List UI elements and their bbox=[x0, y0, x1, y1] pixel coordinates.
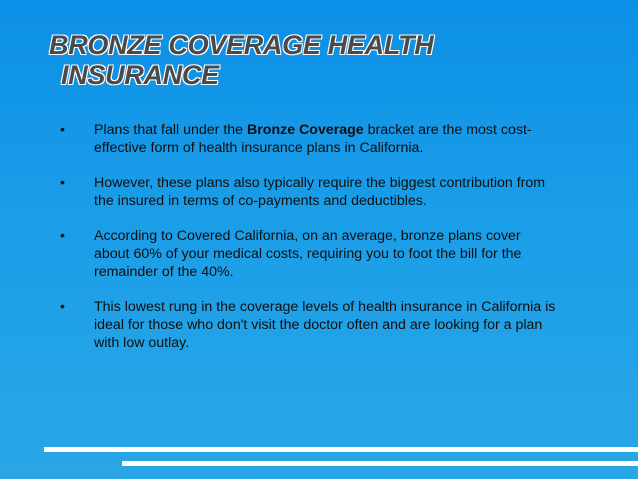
bullet-text: This lowest rung in the coverage levels of health insurance in California is ideal for those who don't visit the doctor often and are looking for a plan with low outlay. bbox=[94, 299, 556, 351]
slide-title bbox=[49, 30, 609, 90]
bullet-item-3 bbox=[60, 227, 560, 281]
title-line-1: BRONZE COVERAGE HEALTH bbox=[49, 30, 434, 60]
bullet-item-4 bbox=[60, 298, 560, 352]
title-line-2: INSURANCE bbox=[61, 60, 219, 90]
bullet-text-bold: Bronze Coverage bbox=[247, 122, 364, 138]
bullet-text-after: bracket are the most cost-effective form of health insurance plans in California. bbox=[94, 122, 532, 156]
bullet-marker: • bbox=[60, 299, 65, 315]
bullet-text: However, these plans also typically require the biggest contribution from the insured in terms of co-payments and deductibles. bbox=[94, 175, 546, 209]
bullet-marker: • bbox=[60, 122, 65, 138]
bullet-text: According to Covered California, on an average, bronze plans cover about 60% of your medical costs, requiring you to foot the bill for the remainder of the 40%. bbox=[94, 228, 522, 280]
bullet-text-before: Plans that fall under the bbox=[94, 122, 248, 138]
bullet-list bbox=[60, 121, 560, 369]
bullet-item-2 bbox=[60, 174, 560, 210]
bullet-marker: • bbox=[60, 228, 65, 244]
bullet-marker: • bbox=[60, 175, 65, 191]
footer-rule-bottom bbox=[122, 461, 638, 466]
bullet-item-1 bbox=[60, 121, 560, 157]
footer-rule-top bbox=[44, 447, 638, 452]
